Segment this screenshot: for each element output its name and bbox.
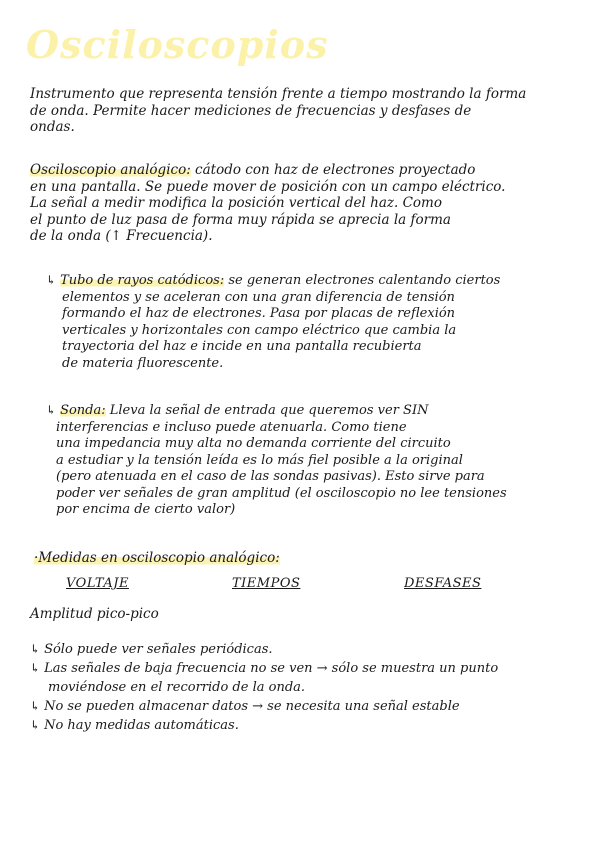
sonda-line: Lleva la señal de entrada que queremos ver SIN [105, 403, 429, 418]
analog-heading: Osciloscopio analógico: [30, 162, 191, 178]
sonda-line: (pero atenuada en el caso de las sondas pasivas). Esto sirve para [56, 469, 485, 484]
column-tiempos: TIEMPOS [232, 576, 301, 591]
arrow-icon: ↳ [30, 661, 41, 675]
list-item: ↳ No se pueden almacenar datos → se necesita una señal estable [30, 699, 460, 714]
amplitud-label: Amplitud pico-pico [30, 606, 159, 622]
analog-line: cátodo con haz de electrones proyectado [190, 162, 476, 178]
tubo-paragraph [46, 272, 500, 372]
intro-line: de onda. Permite hacer mediciones de frecuencias y desfases de [30, 102, 472, 119]
sonda-line: interferencias e incluso puede atenuarla. Como tiene [56, 419, 407, 435]
analog-paragraph [30, 162, 505, 245]
analog-line: La señal a medir modifica la posición vertical del haz. Como [30, 195, 442, 211]
analog-line: el punto de luz pasa de forma muy rápida se aprecia la forma [30, 211, 451, 228]
tubo-line: elementos y se aceleran con una gran diferencia de tensión [62, 289, 455, 305]
sonda-line: por encima de cierto valor) [56, 502, 236, 517]
list-item: ↳ Sólo puede ver señales periódicas. [30, 642, 273, 657]
tubo-line: verticales y horizontales con campo eléctrico que cambia la [62, 322, 457, 338]
arrow-icon: ↳ [30, 699, 41, 713]
arrow-icon: ↳ [30, 718, 41, 732]
list-item: moviéndose en el recorrido de la onda. [48, 680, 306, 695]
arrow-icon: ↳ [46, 273, 57, 287]
tubo-line: trayectoria del haz e incide en una pantalla recubierta [62, 339, 422, 354]
intro-line: Instrumento que representa tensión frente a tiempo mostrando la forma [30, 86, 527, 102]
tubo-line: de materia fluorescente. [62, 355, 224, 371]
column-voltaje: VOLTAJE [66, 576, 129, 591]
intro-line: ondas. [30, 119, 75, 135]
sonda-line: poder ver señales de gran amplitud (el osciloscopio no lee tensiones [56, 485, 507, 501]
sonda-line: a estudiar y la tensión leída es lo más fiel posible a la original [56, 452, 463, 468]
medidas-heading: ·Medidas en osciloscopio analógico: [34, 550, 280, 566]
arrow-icon: ↳ [30, 642, 41, 656]
sonda-heading: Sonda: [60, 403, 106, 418]
medidas-heading-row [34, 550, 280, 567]
tubo-heading: Tubo de rayos catódicos: [60, 273, 225, 288]
sonda-paragraph [46, 402, 507, 519]
analog-line: en una pantalla. Se puede mover de posición con un campo eléctrico. [30, 178, 506, 195]
page-title: Osciloscopios [26, 22, 329, 67]
tubo-line: formando el haz de electrones. Pasa por placas de reflexión [62, 306, 456, 321]
list-item: ↳ No hay medidas automáticas. [30, 718, 239, 733]
analog-line: de la onda (↑ Frecuencia). [30, 228, 213, 244]
arrow-icon: ↳ [46, 403, 57, 417]
bullet-list [30, 640, 498, 735]
list-item: ↳ Las señales de baja frecuencia no se ven → sólo se muestra un punto [30, 661, 499, 676]
tubo-line: se generan electrones calentando ciertos [224, 273, 501, 288]
column-desfases: DESFASES [404, 576, 482, 591]
intro-paragraph [30, 86, 526, 136]
sonda-line: una impedancia muy alta no demanda corriente del circuito [56, 436, 451, 451]
